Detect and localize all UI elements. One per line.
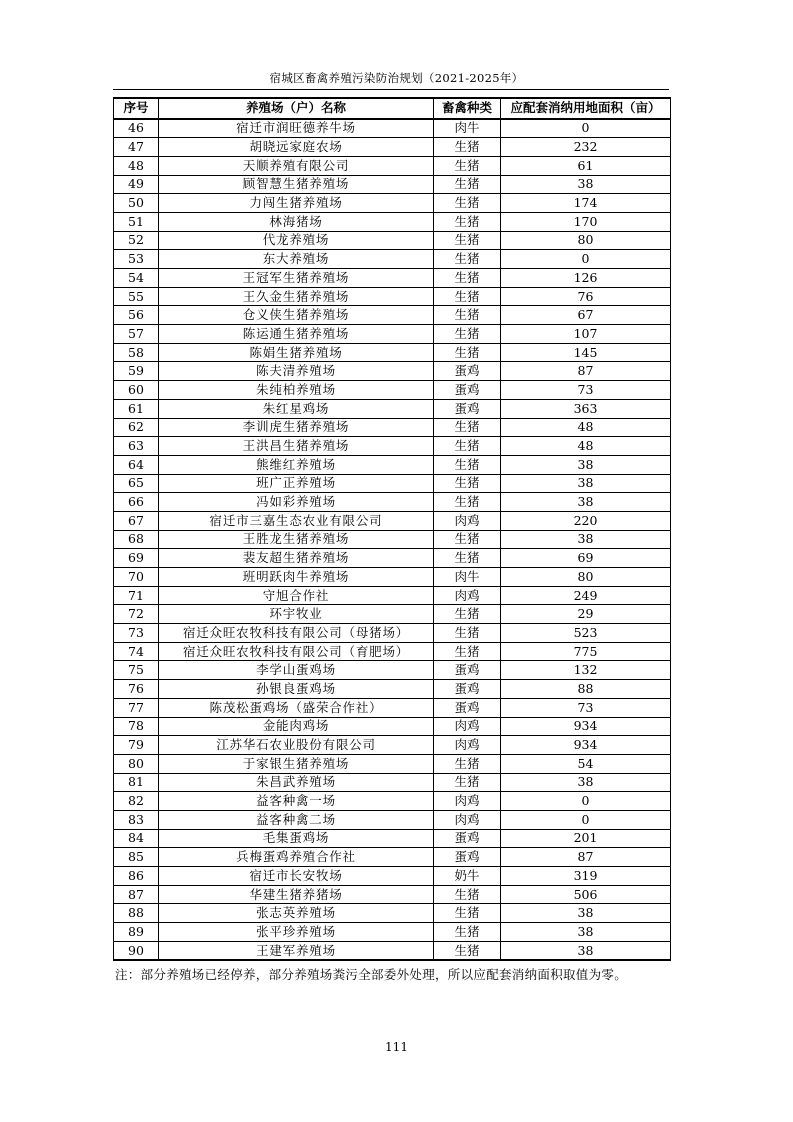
table-row [114, 642, 671, 661]
livestock-type-cell: 蛋鸡 [434, 399, 501, 418]
row-index-cell: 89 [114, 923, 159, 942]
table-row [114, 437, 671, 456]
farm-name-cell: 王胜龙生猪养殖场 [159, 530, 434, 549]
farm-name-cell: 宿迁众旺农牧科技有限公司（育肥场） [159, 642, 434, 661]
land-area-cell: 88 [501, 680, 671, 699]
table-row [114, 399, 671, 418]
livestock-type-cell: 生猪 [434, 474, 501, 493]
row-index-cell: 64 [114, 455, 159, 474]
table-row [114, 511, 671, 530]
row-index-cell: 67 [114, 511, 159, 530]
farm-name-cell: 王建军养殖场 [159, 941, 434, 960]
land-area-cell: 220 [501, 511, 671, 530]
table-row [114, 381, 671, 400]
farm-name-cell: 宿迁市长安牧场 [159, 867, 434, 886]
land-area-cell: 0 [501, 119, 671, 138]
row-index-cell: 81 [114, 773, 159, 792]
farm-name-cell: 仓义侠生猪养殖场 [159, 306, 434, 325]
land-area-cell: 934 [501, 736, 671, 755]
farm-name-cell: 于家银生猪养殖场 [159, 754, 434, 773]
farm-name-cell: 兵梅蛋鸡养殖合作社 [159, 848, 434, 867]
row-index-cell: 74 [114, 642, 159, 661]
row-index-cell: 90 [114, 941, 159, 960]
livestock-type-cell: 生猪 [434, 754, 501, 773]
livestock-type-cell: 生猪 [434, 138, 501, 157]
column-header-name: 养殖场（户）名称 [159, 98, 434, 119]
row-index-cell: 49 [114, 175, 159, 194]
livestock-type-cell: 生猪 [434, 231, 501, 250]
farm-name-cell: 王洪昌生猪养殖场 [159, 437, 434, 456]
row-index-cell: 87 [114, 885, 159, 904]
land-area-cell: 174 [501, 194, 671, 213]
row-index-cell: 56 [114, 306, 159, 325]
livestock-type-cell: 生猪 [434, 175, 501, 194]
land-area-cell: 38 [501, 474, 671, 493]
land-area-cell: 201 [501, 829, 671, 848]
table-row [114, 362, 671, 381]
livestock-type-cell: 蛋鸡 [434, 698, 501, 717]
row-index-cell: 65 [114, 474, 159, 493]
livestock-type-cell: 生猪 [434, 194, 501, 213]
page-header-title: 宿城区畜禽养殖污染防治规划（2021-2025年） [269, 71, 524, 85]
table-row [114, 885, 671, 904]
livestock-type-cell: 肉鸡 [434, 792, 501, 811]
land-area-cell: 232 [501, 138, 671, 157]
land-area-cell: 0 [501, 250, 671, 269]
row-index-cell: 78 [114, 717, 159, 736]
livestock-type-cell: 奶牛 [434, 867, 501, 886]
livestock-type-cell: 肉鸡 [434, 586, 501, 605]
land-area-cell: 523 [501, 624, 671, 643]
row-index-cell: 82 [114, 792, 159, 811]
livestock-type-cell: 蛋鸡 [434, 381, 501, 400]
land-area-cell: 170 [501, 212, 671, 231]
livestock-type-cell: 生猪 [434, 156, 501, 175]
livestock-type-cell: 肉牛 [434, 119, 501, 138]
livestock-type-cell: 生猪 [434, 904, 501, 923]
row-index-cell: 69 [114, 549, 159, 568]
row-index-cell: 73 [114, 624, 159, 643]
land-area-cell: 80 [501, 568, 671, 587]
row-index-cell: 57 [114, 325, 159, 344]
table-row [114, 904, 671, 923]
farm-table [113, 97, 671, 961]
farm-name-cell: 宿迁市润旺德养牛场 [159, 119, 434, 138]
row-index-cell: 47 [114, 138, 159, 157]
row-index-cell: 76 [114, 680, 159, 699]
land-area-cell: 38 [501, 923, 671, 942]
livestock-type-cell: 生猪 [434, 418, 501, 437]
land-area-cell: 48 [501, 437, 671, 456]
farm-name-cell: 林海猪场 [159, 212, 434, 231]
row-index-cell: 68 [114, 530, 159, 549]
table-row [114, 212, 671, 231]
land-area-cell: 126 [501, 269, 671, 288]
livestock-type-cell: 生猪 [434, 212, 501, 231]
livestock-type-cell: 生猪 [434, 941, 501, 960]
land-area-cell: 38 [501, 773, 671, 792]
farm-name-cell: 毛集蛋鸡场 [159, 829, 434, 848]
livestock-type-cell: 蛋鸡 [434, 829, 501, 848]
table-row [114, 829, 671, 848]
farm-name-cell: 张志英养殖场 [159, 904, 434, 923]
livestock-type-cell: 生猪 [434, 493, 501, 512]
land-area-cell: 38 [501, 904, 671, 923]
livestock-type-cell: 生猪 [434, 549, 501, 568]
table-row [114, 156, 671, 175]
table-row [114, 773, 671, 792]
farm-name-cell: 代龙养殖场 [159, 231, 434, 250]
livestock-type-cell: 蛋鸡 [434, 848, 501, 867]
farm-name-cell: 东大养殖场 [159, 250, 434, 269]
farm-name-cell: 陈运通生猪养殖场 [159, 325, 434, 344]
row-index-cell: 50 [114, 194, 159, 213]
table-row [114, 306, 671, 325]
farm-name-cell: 王久金生猪养殖场 [159, 287, 434, 306]
farm-name-cell: 胡晓远家庭农场 [159, 138, 434, 157]
row-index-cell: 84 [114, 829, 159, 848]
farm-name-cell: 熊维红养殖场 [159, 455, 434, 474]
column-header-land-area: 应配套消纳用地面积（亩） [501, 98, 671, 119]
row-index-cell: 72 [114, 605, 159, 624]
table-row [114, 325, 671, 344]
table-row [114, 754, 671, 773]
farm-name-cell: 顾智慧生猪养殖场 [159, 175, 434, 194]
land-area-cell: 61 [501, 156, 671, 175]
farm-name-cell: 朱昌武养殖场 [159, 773, 434, 792]
table-row [114, 269, 671, 288]
row-index-cell: 62 [114, 418, 159, 437]
farm-name-cell: 李学山蛋鸡场 [159, 661, 434, 680]
farm-name-cell: 冯如彩养殖场 [159, 493, 434, 512]
table-row [114, 530, 671, 549]
land-area-cell: 87 [501, 848, 671, 867]
farm-name-cell: 陈娟生猪养殖场 [159, 343, 434, 362]
row-index-cell: 51 [114, 212, 159, 231]
land-area-cell: 38 [501, 530, 671, 549]
livestock-type-cell: 生猪 [434, 306, 501, 325]
livestock-type-cell: 肉鸡 [434, 810, 501, 829]
livestock-type-cell: 生猪 [434, 287, 501, 306]
table-row [114, 941, 671, 960]
livestock-type-cell: 生猪 [434, 773, 501, 792]
table-row [114, 194, 671, 213]
land-area-cell: 73 [501, 698, 671, 717]
land-area-cell: 775 [501, 642, 671, 661]
row-index-cell: 79 [114, 736, 159, 755]
table-row [114, 848, 671, 867]
farm-name-cell: 宿迁市三嘉生态农业有限公司 [159, 511, 434, 530]
row-index-cell: 55 [114, 287, 159, 306]
land-area-cell: 38 [501, 941, 671, 960]
livestock-type-cell: 生猪 [434, 624, 501, 643]
land-area-cell: 87 [501, 362, 671, 381]
farm-name-cell: 宿迁众旺农牧科技有限公司（母猪场） [159, 624, 434, 643]
farm-name-cell: 力闯生猪养殖场 [159, 194, 434, 213]
table-row [114, 175, 671, 194]
land-area-cell: 76 [501, 287, 671, 306]
table-header-row [114, 98, 671, 119]
livestock-type-cell: 生猪 [434, 642, 501, 661]
land-area-cell: 132 [501, 661, 671, 680]
row-index-cell: 85 [114, 848, 159, 867]
land-area-cell: 0 [501, 792, 671, 811]
row-index-cell: 63 [114, 437, 159, 456]
farm-name-cell: 益客种禽二场 [159, 810, 434, 829]
livestock-type-cell: 生猪 [434, 530, 501, 549]
farm-name-cell: 江苏华石农业股份有限公司 [159, 736, 434, 755]
farm-name-cell: 李训虎生猪养殖场 [159, 418, 434, 437]
farm-name-cell: 班广正养殖场 [159, 474, 434, 493]
livestock-type-cell: 蛋鸡 [434, 362, 501, 381]
land-area-cell: 934 [501, 717, 671, 736]
land-area-cell: 38 [501, 175, 671, 194]
row-index-cell: 59 [114, 362, 159, 381]
livestock-type-cell: 蛋鸡 [434, 661, 501, 680]
table-row [114, 867, 671, 886]
row-index-cell: 86 [114, 867, 159, 886]
farm-name-cell: 朱纯柏养殖场 [159, 381, 434, 400]
land-area-cell: 38 [501, 455, 671, 474]
livestock-type-cell: 肉鸡 [434, 511, 501, 530]
row-index-cell: 54 [114, 269, 159, 288]
farm-name-cell: 班明跃肉牛养殖场 [159, 568, 434, 587]
land-area-cell: 363 [501, 399, 671, 418]
farm-name-cell: 王冠军生猪养殖场 [159, 269, 434, 288]
land-area-cell: 48 [501, 418, 671, 437]
row-index-cell: 52 [114, 231, 159, 250]
row-index-cell: 60 [114, 381, 159, 400]
table-body [114, 119, 671, 961]
land-area-cell: 54 [501, 754, 671, 773]
table-row [114, 624, 671, 643]
table-row [114, 418, 671, 437]
header-rule [113, 89, 669, 90]
column-header-index: 序号 [114, 98, 159, 119]
land-area-cell: 73 [501, 381, 671, 400]
table-row [114, 138, 671, 157]
table-row [114, 698, 671, 717]
farm-name-cell: 朱红星鸡场 [159, 399, 434, 418]
row-index-cell: 46 [114, 119, 159, 138]
farm-name-cell: 守旭合作社 [159, 586, 434, 605]
row-index-cell: 66 [114, 493, 159, 512]
farm-name-cell: 陈茂松蛋鸡场（盛荣合作社） [159, 698, 434, 717]
table-row [114, 810, 671, 829]
land-area-cell: 319 [501, 867, 671, 886]
row-index-cell: 48 [114, 156, 159, 175]
livestock-type-cell: 蛋鸡 [434, 680, 501, 699]
livestock-type-cell: 肉牛 [434, 568, 501, 587]
row-index-cell: 88 [114, 904, 159, 923]
farm-name-cell: 孙银良蛋鸡场 [159, 680, 434, 699]
farm-name-cell: 环宇牧业 [159, 605, 434, 624]
row-index-cell: 61 [114, 399, 159, 418]
row-index-cell: 58 [114, 343, 159, 362]
row-index-cell: 53 [114, 250, 159, 269]
row-index-cell: 71 [114, 586, 159, 605]
table-row [114, 736, 671, 755]
table-row [114, 661, 671, 680]
land-area-cell: 145 [501, 343, 671, 362]
row-index-cell: 70 [114, 568, 159, 587]
land-area-cell: 69 [501, 549, 671, 568]
table-row [114, 680, 671, 699]
row-index-cell: 80 [114, 754, 159, 773]
livestock-type-cell: 生猪 [434, 455, 501, 474]
table-row [114, 586, 671, 605]
table-row [114, 287, 671, 306]
row-index-cell: 83 [114, 810, 159, 829]
farm-name-cell: 张平珍养殖场 [159, 923, 434, 942]
livestock-type-cell: 肉鸡 [434, 717, 501, 736]
table-row [114, 792, 671, 811]
table-row [114, 474, 671, 493]
land-area-cell: 0 [501, 810, 671, 829]
farm-name-cell: 华建生猪养猪场 [159, 885, 434, 904]
livestock-type-cell: 肉鸡 [434, 736, 501, 755]
land-area-cell: 107 [501, 325, 671, 344]
table-row [114, 717, 671, 736]
farm-name-cell: 裴友超生猪养殖场 [159, 549, 434, 568]
table-row [114, 923, 671, 942]
page-number: 111 [385, 1040, 408, 1054]
table-row [114, 493, 671, 512]
column-header-livestock-type: 畜禽种类 [434, 98, 501, 119]
livestock-type-cell: 生猪 [434, 605, 501, 624]
livestock-type-cell: 生猪 [434, 923, 501, 942]
farm-name-cell: 陈夫清养殖场 [159, 362, 434, 381]
livestock-type-cell: 生猪 [434, 885, 501, 904]
livestock-type-cell: 生猪 [434, 250, 501, 269]
table-row [114, 119, 671, 138]
table-row [114, 455, 671, 474]
land-area-cell: 80 [501, 231, 671, 250]
livestock-type-cell: 生猪 [434, 325, 501, 344]
livestock-type-cell: 生猪 [434, 437, 501, 456]
land-area-cell: 249 [501, 586, 671, 605]
land-area-cell: 506 [501, 885, 671, 904]
livestock-type-cell: 生猪 [434, 343, 501, 362]
row-index-cell: 77 [114, 698, 159, 717]
table-row [114, 250, 671, 269]
table-row [114, 605, 671, 624]
table-row [114, 343, 671, 362]
farm-name-cell: 天顺养殖有限公司 [159, 156, 434, 175]
row-index-cell: 75 [114, 661, 159, 680]
farm-name-cell: 益客种禽一场 [159, 792, 434, 811]
livestock-type-cell: 生猪 [434, 269, 501, 288]
land-area-cell: 38 [501, 493, 671, 512]
table-row [114, 231, 671, 250]
land-area-cell: 29 [501, 605, 671, 624]
farm-name-cell: 金能肉鸡场 [159, 717, 434, 736]
table-note: 注：部分养殖场已经停养，部分养殖场粪污全部委外处理，所以应配套消纳面积取值为零。 [115, 967, 628, 982]
table-row [114, 549, 671, 568]
land-area-cell: 67 [501, 306, 671, 325]
table-row [114, 568, 671, 587]
